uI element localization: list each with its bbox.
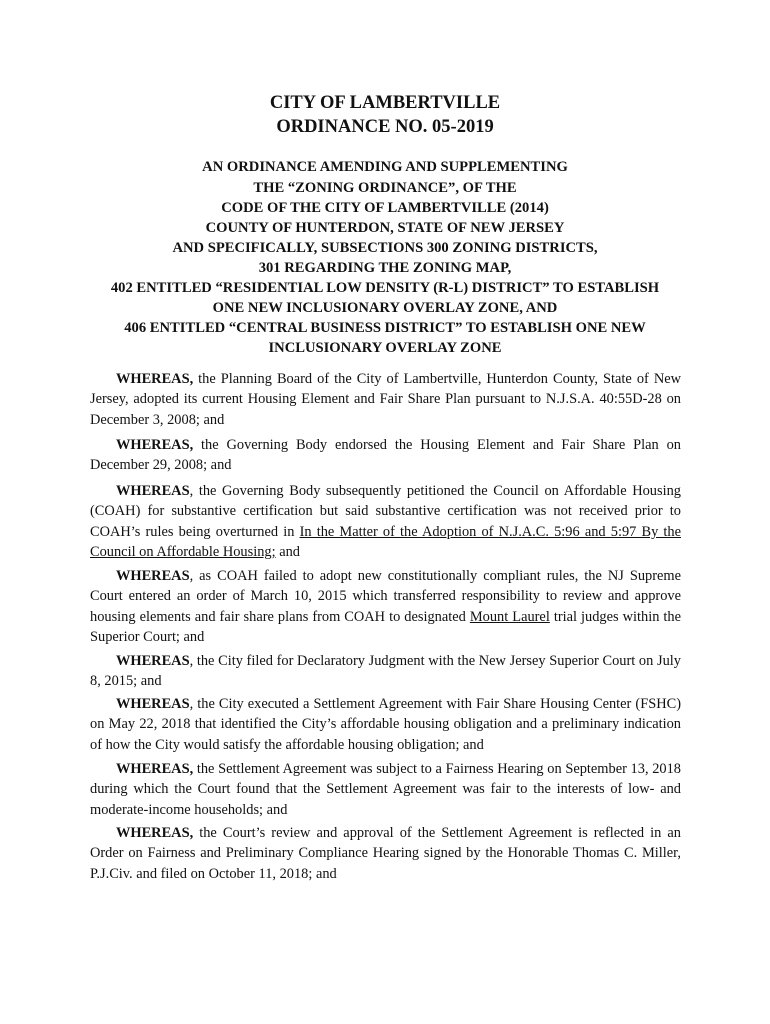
whereas-lead: WHEREAS, <box>116 761 194 777</box>
case-citation: In the Matter of the Adoption of N.J.A.C. 5:96 and 5:97 By the Council on Affordable Housing; <box>90 523 682 561</box>
ordinance-number: ORDINANCE NO. 05-2019 <box>276 117 494 137</box>
title-line: INCLUSIONARY OVERLAY ZONE <box>268 340 502 356</box>
whereas-paragraph <box>90 651 681 692</box>
whereas-lead: WHEREAS <box>116 568 190 584</box>
whereas-paragraph <box>90 566 681 648</box>
paragraph-text: trial judges within the Superior Court; and <box>90 608 682 646</box>
title-line: AND SPECIFICALLY, SUBSECTIONS 300 ZONING DISTRICTS, <box>172 240 598 256</box>
whereas-paragraph <box>90 481 681 563</box>
title-line: ONE NEW INCLUSIONARY OVERLAY ZONE, AND <box>212 300 558 316</box>
title-line: 402 ENTITLED “RESIDENTIAL LOW DENSITY (R-L) DISTRICT” TO ESTABLISH <box>110 280 660 296</box>
paragraph-text: , the City executed a Settlement Agreement with Fair Share Housing Center (FSHC) on May 22, 2018 that identified the City’s affordable housing obligation and a preliminary indication of how the City would satisfy the affordable housing obligation; and <box>90 696 681 753</box>
paragraph-text: the Settlement Agreement was subject to a Fairness Hearing on September 13, 2018 during which the Court found that the Settlement Agreement was fair to the interests of low- and moderate-income households; and <box>90 761 681 818</box>
title-line: COUNTY OF HUNTERDON, STATE OF NEW JERSEY <box>205 220 565 236</box>
whereas-paragraph <box>90 435 681 476</box>
whereas-lead: WHEREAS, <box>116 825 194 841</box>
whereas-paragraph <box>90 369 681 430</box>
paragraph-text: , as COAH failed to adopt new constitutionally compliant rules, the NJ Supreme Court entered an order of March 10, 2015 which transferred responsibility to review and approve housing elements and fair share plans from COAH to designated <box>90 568 681 625</box>
whereas-lead: WHEREAS, <box>116 437 194 453</box>
whereas-paragraph <box>90 759 681 820</box>
case-citation: Mount Laurel <box>469 608 550 625</box>
city-heading: CITY OF LAMBERTVILLE <box>269 93 501 113</box>
paragraph-text: , the Governing Body subsequently petitioned the Council on Affordable Housing (COAH) for substantive certification but said substantive certification was not received prior to COAH’s rules being overturned in <box>90 483 681 540</box>
title-line: THE “ZONING ORDINANCE”, OF THE <box>253 180 517 196</box>
paragraph-text: the Planning Board of the City of Lambertville, Hunterdon County, State of New Jersey, adopted its current Housing Element and Fair Share Plan pursuant to N.J.S.A. 40:55D-28 on December 3, 2008; and <box>90 371 681 428</box>
title-line: AN ORDINANCE AMENDING AND SUPPLEMENTING <box>202 159 568 175</box>
paragraph-text: the Court’s review and approval of the Settlement Agreement is reflected in an Order on Fairness and Preliminary Compliance Hearing signed by the Honorable Thomas C. Miller, P.J.Civ. and filed on October 11, 2018; and <box>90 825 681 882</box>
whereas-paragraph <box>90 823 681 884</box>
title-line: 301 REGARDING THE ZONING MAP, <box>258 260 512 276</box>
whereas-lead: WHEREAS, <box>116 371 194 387</box>
whereas-lead: WHEREAS <box>116 483 190 499</box>
whereas-lead: WHEREAS <box>116 696 190 712</box>
paragraph-text: the Governing Body endorsed the Housing Element and Fair Share Plan on December 29, 2008; and <box>90 437 681 474</box>
whereas-paragraph <box>90 694 681 755</box>
paragraph-text: , the City filed for Declaratory Judgment with the New Jersey Superior Court on July 8, 2015; and <box>90 653 681 690</box>
paragraph-text: and <box>275 544 300 561</box>
title-line: CODE OF THE CITY OF LAMBERTVILLE (2014) <box>221 200 549 216</box>
title-line: 406 ENTITLED “CENTRAL BUSINESS DISTRICT” TO ESTABLISH ONE NEW <box>124 320 646 336</box>
whereas-lead: WHEREAS <box>116 653 190 669</box>
